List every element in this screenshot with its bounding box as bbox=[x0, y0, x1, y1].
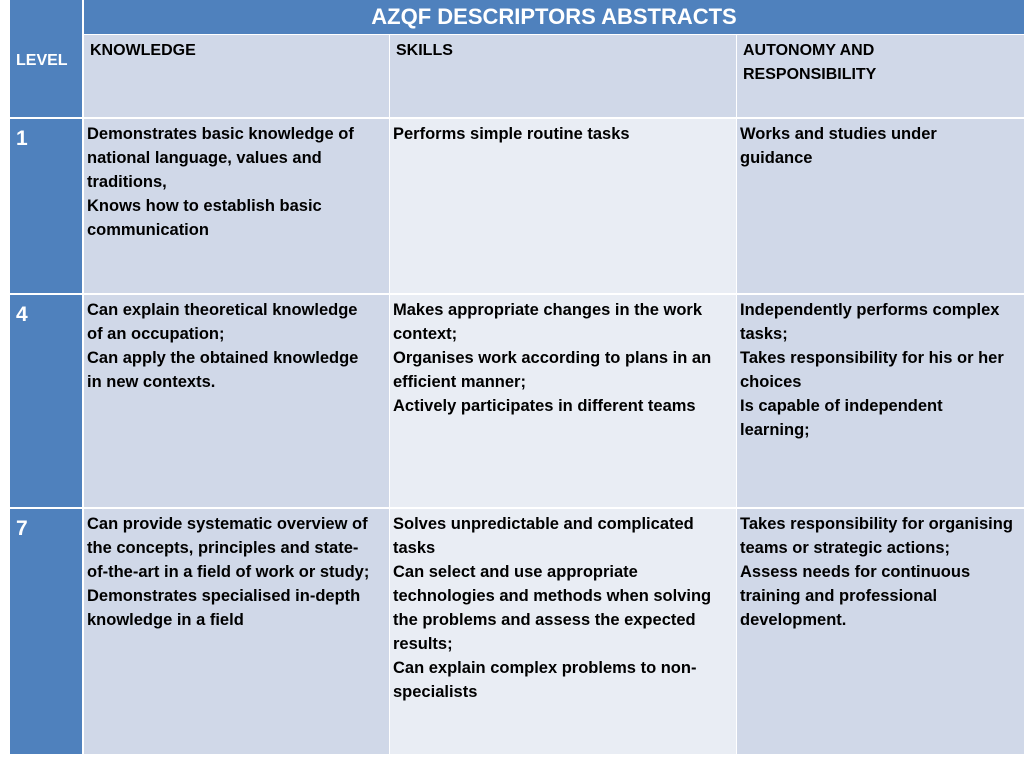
row-1-skills bbox=[390, 119, 736, 293]
text-line: Knows how to establish basic bbox=[87, 197, 322, 215]
text-line: learning; bbox=[740, 421, 810, 439]
text-line: training and professional bbox=[740, 587, 938, 605]
text-line: Can apply the obtained knowledge bbox=[87, 349, 359, 367]
text-line: development. bbox=[740, 611, 847, 629]
text-line: Solves unpredictable and complicated bbox=[393, 515, 694, 533]
text-line: Demonstrates basic knowledge of bbox=[87, 125, 354, 143]
level-4-cell: 4 bbox=[10, 295, 82, 507]
text-line: Can explain complex problems to non- bbox=[393, 659, 697, 677]
text-line: of an occupation; bbox=[87, 325, 225, 343]
level-7-cell: 7 bbox=[10, 509, 82, 754]
text-line: Can explain theoretical knowledge bbox=[87, 301, 358, 319]
row-1-knowledge bbox=[84, 119, 389, 293]
text-line: traditions, bbox=[87, 173, 167, 191]
text-line: specialists bbox=[393, 683, 478, 701]
row-4-autonomy bbox=[737, 295, 1024, 507]
row-4-knowledge bbox=[84, 295, 389, 507]
text-line: Works and studies under bbox=[740, 125, 937, 143]
text-line: Takes responsibility for his or her bbox=[740, 349, 1004, 367]
text-line: Can provide systematic overview of bbox=[87, 515, 368, 533]
text-line: Demonstrates specialised in-depth bbox=[87, 587, 361, 605]
text-line: Takes responsibility for organising bbox=[740, 515, 1013, 533]
text-line: context; bbox=[393, 325, 458, 343]
text-line: knowledge in a field bbox=[87, 611, 244, 629]
text-line: of-the-art in a field of work or study; bbox=[87, 563, 370, 581]
level-1-cell: 1 bbox=[10, 119, 82, 293]
text-line: Can select and use appropriate bbox=[393, 563, 638, 581]
header-line: AUTONOMY AND bbox=[743, 42, 875, 59]
text-line: communication bbox=[87, 221, 209, 239]
skills-header: SKILLS bbox=[390, 35, 736, 117]
text-line: guidance bbox=[740, 149, 813, 167]
table-title: AZQF DESCRIPTORS ABSTRACTS bbox=[84, 0, 1024, 34]
text-line: choices bbox=[740, 373, 802, 391]
row-7-autonomy bbox=[737, 509, 1024, 754]
text-line: Actively participates in different teams bbox=[393, 397, 696, 415]
header-line: RESPONSIBILITY bbox=[743, 66, 877, 83]
text-line: the concepts, principles and state- bbox=[87, 539, 359, 557]
row-1-autonomy bbox=[737, 119, 1024, 293]
row-4-skills bbox=[390, 295, 736, 507]
text-line: Is capable of independent bbox=[740, 397, 943, 415]
row-7-skills bbox=[390, 509, 736, 754]
text-line: the problems and assess the expected bbox=[393, 611, 696, 629]
knowledge-header: KNOWLEDGE bbox=[84, 35, 389, 117]
text-line: tasks; bbox=[740, 325, 788, 343]
text-line: Assess needs for continuous bbox=[740, 563, 971, 581]
text-line: Independently performs complex bbox=[740, 301, 1000, 319]
level-header: LEVEL bbox=[10, 0, 82, 117]
text-line: technologies and methods when solving bbox=[393, 587, 712, 605]
autonomy-header bbox=[737, 35, 1024, 117]
text-line: in new contexts. bbox=[87, 373, 216, 391]
text-line: Makes appropriate changes in the work bbox=[393, 301, 703, 319]
text-line: national language, values and bbox=[87, 149, 322, 167]
text-line: results; bbox=[393, 635, 453, 653]
text-line: Organises work according to plans in an bbox=[393, 349, 712, 367]
text-line: efficient manner; bbox=[393, 373, 526, 391]
row-7-knowledge bbox=[84, 509, 389, 754]
text-line: tasks bbox=[393, 539, 436, 557]
text-line: Performs simple routine tasks bbox=[393, 125, 630, 143]
text-line: teams or strategic actions; bbox=[740, 539, 950, 557]
